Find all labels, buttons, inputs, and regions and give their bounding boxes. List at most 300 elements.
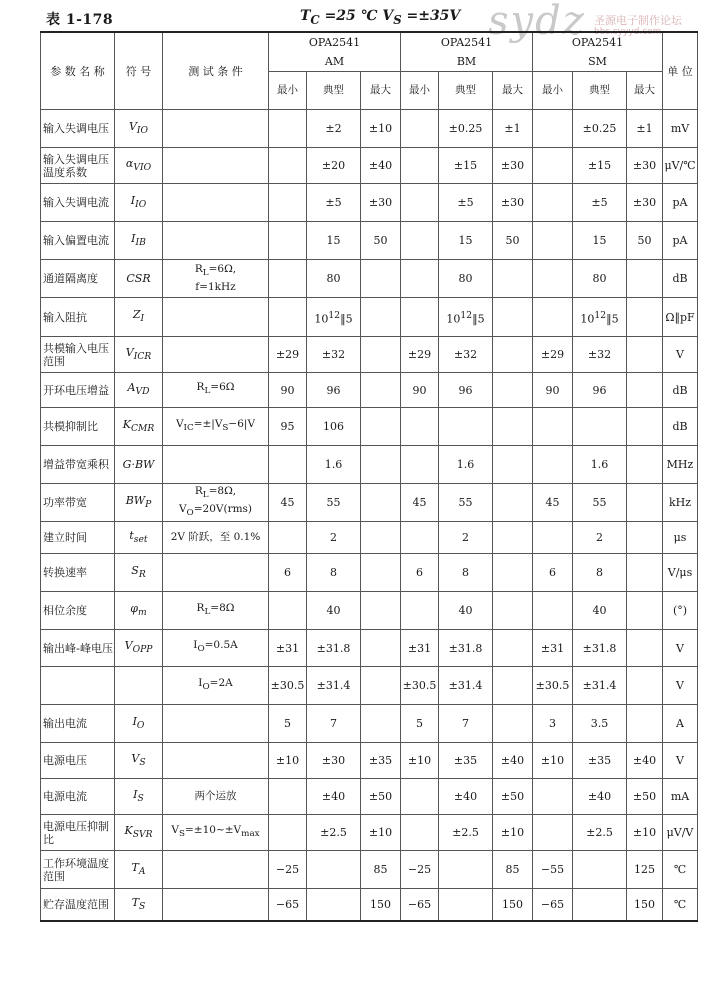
param-condition [163,110,269,148]
value-cell [533,815,573,851]
value-cell [493,337,533,373]
value-cell: ±10 [269,743,307,779]
value-cell: ±50 [493,779,533,815]
value-cell: ±10 [627,815,663,851]
value-cell: 1.6 [573,446,627,484]
table-row [41,889,698,921]
value-cell [269,148,307,184]
param-unit: μV/V [663,815,698,851]
param-unit: MHz [663,446,698,484]
param-unit: V [663,743,698,779]
value-cell [533,408,573,446]
value-cell [401,260,439,298]
param-unit: A [663,705,698,743]
value-cell [493,484,533,522]
value-cell [361,554,401,592]
param-name: 输出电流 [41,705,115,743]
spec-table [40,31,698,922]
value-cell: ±15 [573,148,627,184]
value-cell: 6 [269,554,307,592]
value-cell: 80 [307,260,361,298]
param-name: 转换速率 [41,554,115,592]
value-cell: ±31.4 [439,667,493,705]
value-cell: ±30 [493,148,533,184]
version-header: OPA2541 BM [401,32,533,72]
param-symbol: $K_{CMR}$ [115,408,163,446]
param-symbol: $Z_I$ [115,298,163,337]
value-cell: ±30 [361,184,401,222]
value-cell [401,779,439,815]
param-symbol: $I_S$ [115,779,163,815]
value-cell: 2 [307,522,361,554]
value-cell: 8 [573,554,627,592]
value-cell: 55 [307,484,361,522]
value-cell: ±5 [573,184,627,222]
value-cell: $10^{12}‖5$ [573,298,627,337]
value-cell: 6 [533,554,573,592]
param-symbol: $I_{IO}$ [115,184,163,222]
value-cell [627,260,663,298]
param-name: 开环电压增益 [41,373,115,408]
value-cell: 3.5 [573,705,627,743]
param-header: 参 数 名 称 [41,32,115,110]
subheader-cell: 最大 [627,72,663,110]
value-cell: ±10 [533,743,573,779]
param-unit: mA [663,779,698,815]
value-cell [627,373,663,408]
value-cell [361,373,401,408]
value-cell: 96 [307,373,361,408]
value-cell: ±29 [269,337,307,373]
value-cell: 90 [269,373,307,408]
param-symbol: $A_{VD}$ [115,373,163,408]
value-cell: −65 [401,889,439,921]
param-condition [163,222,269,260]
value-cell [361,446,401,484]
param-name [41,667,115,705]
value-cell: ±31.4 [573,667,627,705]
param-condition: $I_O=0.5A$ [163,630,269,667]
param-name: 贮存温度范围 [41,889,115,921]
value-cell [573,889,627,921]
value-cell [269,446,307,484]
value-cell: ±30.5 [533,667,573,705]
value-cell [269,815,307,851]
table-row [41,337,698,373]
value-cell: ±1 [627,110,663,148]
param-unit: mV [663,110,698,148]
header-row [41,32,698,72]
value-cell: ±0.25 [573,110,627,148]
value-cell [493,408,533,446]
value-cell [401,815,439,851]
value-cell [573,408,627,446]
watermark-logo: sydz [488,0,586,44]
subheader-cell: 最大 [493,72,533,110]
param-unit: μs [663,522,698,554]
value-cell [627,522,663,554]
value-cell [533,298,573,337]
param-unit: V [663,337,698,373]
param-symbol: $V_{IO}$ [115,110,163,148]
value-cell [627,705,663,743]
table-row [41,184,698,222]
param-condition [163,337,269,373]
value-cell: 80 [439,260,493,298]
param-name: 工作环境温度范围 [41,851,115,889]
value-cell: ±29 [401,337,439,373]
value-cell: ±31.8 [439,630,493,667]
value-cell: ±40 [307,779,361,815]
value-cell: ±2.5 [307,815,361,851]
param-unit: dB [663,260,698,298]
value-cell: 150 [627,889,663,921]
value-cell: 96 [439,373,493,408]
value-cell [361,484,401,522]
value-cell: ±40 [439,779,493,815]
value-cell: $10^{12}‖5$ [439,298,493,337]
value-cell [361,337,401,373]
value-cell [401,408,439,446]
param-symbol: $t_{set}$ [115,522,163,554]
value-cell [307,851,361,889]
value-cell: 40 [307,592,361,630]
param-name: 相位余度 [41,592,115,630]
unit-header: 单 位 [663,32,698,110]
value-cell [627,484,663,522]
value-cell: ±0.25 [439,110,493,148]
value-cell [627,630,663,667]
value-cell: ±10 [361,815,401,851]
param-condition [163,743,269,779]
param-condition [163,184,269,222]
value-cell: −25 [401,851,439,889]
value-cell: 7 [439,705,493,743]
value-cell [493,554,533,592]
value-cell [307,889,361,921]
value-cell: 150 [493,889,533,921]
table-row [41,408,698,446]
value-cell [361,260,401,298]
value-cell: 45 [533,484,573,522]
value-cell: ±20 [307,148,361,184]
param-name: 电源电压 [41,743,115,779]
param-name: 输入失调电压 [41,110,115,148]
value-cell: ±31.4 [307,667,361,705]
param-unit: ℃ [663,851,698,889]
value-cell [269,222,307,260]
value-cell: 15 [573,222,627,260]
param-symbol: $T_S$ [115,889,163,921]
value-cell: 90 [533,373,573,408]
value-cell: 45 [269,484,307,522]
value-cell: −65 [533,889,573,921]
table-row [41,779,698,815]
value-cell: 55 [573,484,627,522]
value-cell [627,592,663,630]
value-cell: 125 [627,851,663,889]
value-cell: ±31 [401,630,439,667]
value-cell: ±31.8 [307,630,361,667]
value-cell: ±1 [493,110,533,148]
value-cell [269,110,307,148]
value-cell: 15 [439,222,493,260]
value-cell: 55 [439,484,493,522]
param-condition: $V_{IC}=\pm|V_S-6|V$ [163,408,269,446]
param-condition [163,298,269,337]
param-condition: 两个运放 [163,779,269,815]
value-cell [361,630,401,667]
value-cell: 85 [493,851,533,889]
subheader-cell: 最小 [401,72,439,110]
value-cell [627,446,663,484]
value-cell: $10^{12}‖5$ [307,298,361,337]
param-unit: V [663,630,698,667]
version-header: OPA2541 AM [269,32,401,72]
subheader-cell: 典型 [439,72,493,110]
value-cell: 50 [627,222,663,260]
table-row [41,743,698,779]
value-cell [269,184,307,222]
param-name: 输入阻抗 [41,298,115,337]
value-cell [361,522,401,554]
condition-header: 测 试 条 件 [163,32,269,110]
param-unit: dB [663,373,698,408]
value-cell: ±31.8 [573,630,627,667]
value-cell [627,408,663,446]
table-row [41,554,698,592]
subheader-cell: 最小 [269,72,307,110]
value-cell: ±29 [533,337,573,373]
table-row [41,373,698,408]
param-symbol: G·BW [115,446,163,484]
value-cell [401,148,439,184]
param-symbol: $K_{SVR}$ [115,815,163,851]
param-name: 输出峰-峰电压 [41,630,115,667]
param-symbol: CSR [115,260,163,298]
value-cell [493,705,533,743]
param-name: 电源电压抑制比 [41,815,115,851]
param-symbol: $T_A$ [115,851,163,889]
value-cell [533,222,573,260]
value-cell: 80 [573,260,627,298]
value-cell: ±40 [573,779,627,815]
table-row [41,298,698,337]
param-unit: (°) [663,592,698,630]
value-cell: 50 [493,222,533,260]
value-cell [533,446,573,484]
value-cell [361,667,401,705]
value-cell [533,184,573,222]
value-cell [493,592,533,630]
param-name: 输入失调电压温度系数 [41,148,115,184]
param-symbol: $V_S$ [115,743,163,779]
value-cell: ±50 [361,779,401,815]
value-cell [269,779,307,815]
value-cell [493,522,533,554]
value-cell: 3 [533,705,573,743]
value-cell [269,522,307,554]
param-name: 增益带宽乘积 [41,446,115,484]
value-cell: ±30 [627,184,663,222]
value-cell: ±30 [307,743,361,779]
value-cell: 95 [269,408,307,446]
value-cell: 40 [573,592,627,630]
param-unit: Ω‖pF [663,298,698,337]
value-cell [439,408,493,446]
value-cell: ±35 [573,743,627,779]
value-cell: ±32 [439,337,493,373]
table-row [41,484,698,522]
value-cell: 5 [401,705,439,743]
value-cell [533,522,573,554]
param-unit: V [663,667,698,705]
value-cell: ±30 [493,184,533,222]
param-name: 电源电流 [41,779,115,815]
value-cell [493,298,533,337]
value-cell: ±15 [439,148,493,184]
param-condition: $R_L=6\Omega$ [163,373,269,408]
value-cell: 1.6 [307,446,361,484]
value-cell: 1.6 [439,446,493,484]
value-cell: ±40 [627,743,663,779]
value-cell: 2 [439,522,493,554]
value-cell: −65 [269,889,307,921]
table-row [41,522,698,554]
table-row [41,222,698,260]
param-symbol: $V_{OPP}$ [115,630,163,667]
value-cell: 40 [439,592,493,630]
param-condition: $V_S=\pm 10\sim\pm V_{max}$ [163,815,269,851]
value-cell: 6 [401,554,439,592]
table-row [41,851,698,889]
version-header: OPA2541 SM [533,32,663,72]
table-row [41,705,698,743]
param-name: 通道隔离度 [41,260,115,298]
table-row [41,148,698,184]
value-cell [439,851,493,889]
param-unit: pA [663,184,698,222]
value-cell [401,522,439,554]
value-cell: 96 [573,373,627,408]
value-cell [493,630,533,667]
value-cell: 8 [307,554,361,592]
param-condition [163,446,269,484]
value-cell [401,110,439,148]
table-row [41,446,698,484]
value-cell [439,889,493,921]
table-row [41,667,698,705]
param-condition [163,705,269,743]
value-cell: −55 [533,851,573,889]
value-cell [533,592,573,630]
param-symbol: $V_{ICR}$ [115,337,163,373]
value-cell [573,851,627,889]
value-cell: ±2 [307,110,361,148]
value-cell [401,222,439,260]
value-cell: ±30.5 [401,667,439,705]
param-unit: pA [663,222,698,260]
param-name: 输入偏置电流 [41,222,115,260]
value-cell: 7 [307,705,361,743]
value-cell [269,260,307,298]
table-row [41,630,698,667]
param-name: 输入失调电流 [41,184,115,222]
value-cell [627,337,663,373]
value-cell: ±32 [573,337,627,373]
value-cell [361,298,401,337]
param-symbol: $I_O$ [115,705,163,743]
value-cell: ±30.5 [269,667,307,705]
value-cell: ±10 [401,743,439,779]
value-cell [533,779,573,815]
param-condition: $R_L=8\Omega$ [163,592,269,630]
watermark-site-name: 圣源电子制作论坛 [594,14,682,27]
value-cell [533,110,573,148]
value-cell: 15 [307,222,361,260]
value-cell [493,260,533,298]
value-cell [493,446,533,484]
value-cell: ±10 [493,815,533,851]
value-cell: ±40 [493,743,533,779]
value-cell [401,592,439,630]
value-cell [493,667,533,705]
value-cell: 150 [361,889,401,921]
param-unit: kHz [663,484,698,522]
value-cell [533,148,573,184]
value-cell [493,373,533,408]
param-name: 共模抑制比 [41,408,115,446]
value-cell: ±31 [269,630,307,667]
param-symbol: $BW_P$ [115,484,163,522]
value-cell: ±30 [627,148,663,184]
value-cell: ±2.5 [439,815,493,851]
value-cell: 5 [269,705,307,743]
param-condition: $I_O=2A$ [163,667,269,705]
param-condition: 2V 阶跃，至 0.1% [163,522,269,554]
watermark-url: bbs.syyyd.com [594,27,662,37]
param-unit: dB [663,408,698,446]
table-row [41,815,698,851]
param-name: 建立时间 [41,522,115,554]
param-symbol: $S_R$ [115,554,163,592]
value-cell: 50 [361,222,401,260]
test-condition: $T_C =25$ ℃ $V_S =\pm 35V$ [300,8,461,27]
value-cell: ±50 [627,779,663,815]
value-cell [533,260,573,298]
value-cell: ±5 [439,184,493,222]
param-symbol: $\varphi_m$ [115,592,163,630]
value-cell: 2 [573,522,627,554]
value-cell [361,592,401,630]
value-cell [401,184,439,222]
value-cell: ±5 [307,184,361,222]
param-symbol: $I_{IB}$ [115,222,163,260]
param-unit: μV/℃ [663,148,698,184]
value-cell: ±2.5 [573,815,627,851]
param-name: 共模输入电压范围 [41,337,115,373]
param-condition [163,851,269,889]
value-cell: ±35 [361,743,401,779]
value-cell [361,705,401,743]
value-cell [627,298,663,337]
subheader-cell: 最小 [533,72,573,110]
param-condition [163,148,269,184]
value-cell [401,446,439,484]
value-cell [401,298,439,337]
value-cell: 85 [361,851,401,889]
subheader-cell: 典型 [573,72,627,110]
